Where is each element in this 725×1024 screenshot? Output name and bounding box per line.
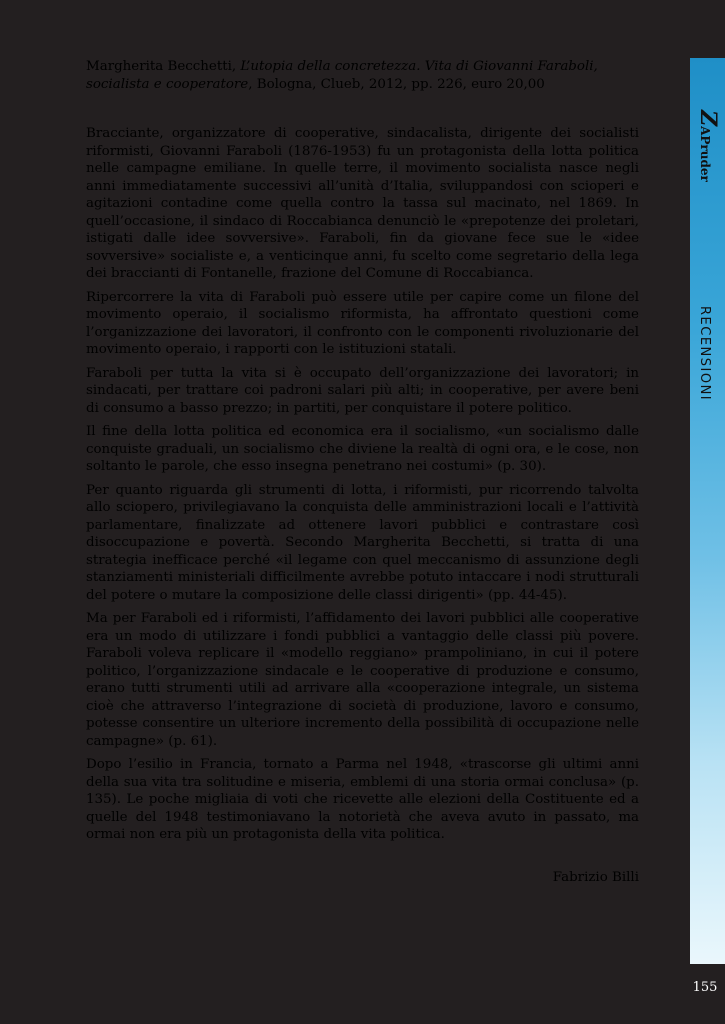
paragraph-7: Dopo l’esilio in Francia, tornato a Parma nel 1948, «trascorse gli ultimi anni della sua vita tra solitudine e miseria, emblemi di una storia ormai conclusa» (p. 135). Le poche migliaia di voti che ricevette alle elezioni della Costituente ed a quelle del 1948 testimoniavano la notorietà che aveva avuto in passato, ma ormai non era più un protagonista della vita politica. [86, 757, 639, 842]
review-author: Fabrizio Billi [552, 869, 639, 885]
review-article [86, 58, 639, 886]
page-number: 155 [692, 980, 718, 995]
paragraph-6: Ma per Faraboli ed i riformisti, l’affidamento dei lavori pubblici alle cooperative era un modo di utilizzare i fondi pubblici a vantaggio delle classi più povere. Faraboli voleva replicare il «modello reggiano» prampoliniano, in cui il potere politico, l’organizzazione sindacale e le cooperative di produzione e consumo, erano tutti strumenti utili ad arrivare alla «cooperazione integrale, un sistema cioè che attraverso l’integrazione di società di produzione, lavoro e consumo, potesse consentire un ulteriore incremento della possibilità di occupazione nelle campagne» (p. 61). [86, 611, 639, 749]
section-label: RECENSIONI [697, 306, 712, 402]
book-title: L’utopia della concretezza. Vita di Giovanni Faraboli, socialista e cooperatore [86, 59, 598, 92]
logo-rest: APruder [698, 126, 712, 182]
sidebar-band [690, 58, 725, 964]
book-author: Margherita Becchetti, [86, 59, 241, 74]
paragraph-2: Ripercorrere la vita di Faraboli può essere utile per capire come un filone del movimento operaio, il socialismo riformista, ha affrontato questioni come l’organizzazione dei lavoratori, il confronto con le componenti rivoluzionarie del movimento operaio, i rapporti con le istituzioni statali. [86, 289, 639, 357]
logo-text [695, 110, 721, 182]
book-publication: , Bologna, Clueb, 2012, pp. 226, euro 20,00 [248, 76, 545, 92]
paragraph-3: Faraboli per tutta la vita si è occupato dell’organizzazione dei lavoratori; in sindacati, per trattare coi padroni salari più alti; in cooperative, per avere beni di consumo a basso prezzo; in partiti, per conquistare il potere politico. [86, 365, 639, 416]
bibliographic-reference [86, 58, 639, 93]
paragraph-1: Bracciante, organizzatore di cooperative, sindacalista, dirigente dei socialisti riformisti, Giovanni Faraboli (1876-1953) fu un protagonista della lotta politica nelle campagne emiliane. In quelle terre, il movimento socialista nasce negli anni immediatamente successivi all’unità d’Italia, sviluppandosi con scioperi e agitazioni contadine come quella contro la tassa sul macinato, nel 1869. In quell’occasione, il sindaco di Roccabianca denunciò le «prepotenze dei proletari, istigati dalle idee sovversive». Faraboli, fin da giovane fece sue le «idee sovversive» socialiste e, a venticinque anni, fu scelto come segretario della lega dei braccianti di Fontanelle, frazione del Comune di Roccabianca. [86, 126, 639, 281]
paragraph-4: Il fine della lotta politica ed economica era il socialismo, «un socialismo dalle conquiste graduali, un socialismo che diviene la realtà di ogni ora, e le cose, non soltanto le parole, che esso insegna penetrano nei costumi» (p. 30). [86, 424, 639, 474]
logo-letter: Z [695, 110, 721, 127]
zapruder-logo [696, 110, 720, 180]
paragraph-5: Per quanto riguarda gli strumenti di lotta, i riformisti, pur ricorrendo talvolta allo sciopero, privilegiavano la conquista delle amministrazioni locali e l’attività parlamentare, finalizzate ad ottenere lavori pubblici e contrastare così disoccupazione e povertà. Secondo Margherita Becchetti, si tratta di una strategia inefficace perché «il legame con quel meccanismo di assunzione degli stanziamenti ministeriali difficilmente avrebbe potuto intaccare i nodi strutturali del potere o mutare la composizione delle classi dirigenti» (pp. 44-45). [86, 482, 639, 603]
